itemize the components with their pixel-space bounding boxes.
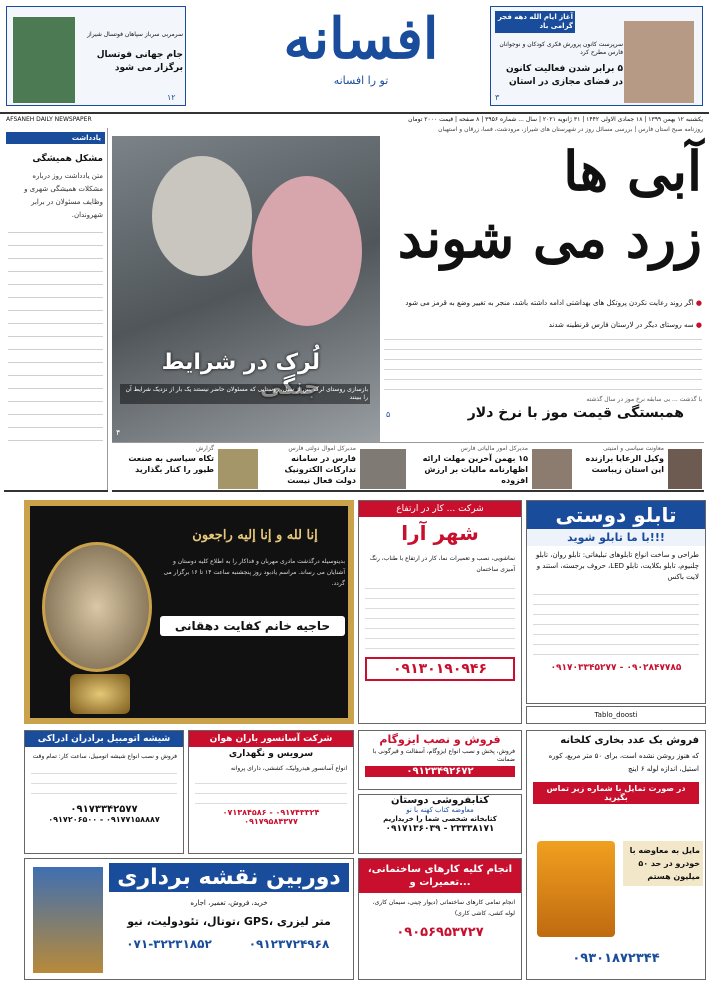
- bullet-mark: ●: [693, 299, 702, 307]
- photo-story-page: ۴: [116, 428, 121, 437]
- obituary-verse: إنا لله و إنا إلیه راجعون: [192, 528, 318, 543]
- obituary-ornament: [70, 674, 130, 714]
- height-work-ad: [358, 500, 522, 724]
- isogam-body: فروش، پخش و نصب انواع ایزوگام، آسفالت و قیرگونی با ضمانت: [372, 748, 515, 763]
- survey-sub: خرید، فروش، تعمیر، اجاره: [190, 899, 268, 907]
- brief-5-title: تکاه سیاسی به صنعت طیور را کنار بگذارید: [128, 454, 214, 474]
- boiler-image: [537, 841, 615, 937]
- official-photo: [624, 21, 694, 103]
- elevator-phone-1: ۰۷۱۳۸۴۵۸۶ - ۰۹۱۷۴۳۳۲۴: [222, 808, 320, 817]
- brief-1-page: ۵: [386, 410, 391, 419]
- sign-subtitle: با ما تابلو شوید!!!: [527, 529, 705, 546]
- survey-tripod-image: [33, 867, 103, 973]
- brief-2-lead: معاونت سیاسی و امنیتی: [602, 445, 664, 452]
- isogam-ad: [358, 730, 522, 790]
- column-badge: یادداشت: [6, 132, 105, 144]
- glass-phone-2: ۰۹۱۷۲۰۶۵۰۰ - ۰۹۱۷۷۱۵۸۸۸۷: [48, 815, 160, 824]
- headline-line-1: آبی ها: [563, 139, 702, 203]
- masthead-right-box: [490, 6, 703, 106]
- building-title: انجام کلیه کارهای ساختمانی، تعمیرات و...: [359, 859, 521, 893]
- survey-items: توتال، تئودولیت، نیو، GPS، متر لیزری: [127, 915, 331, 928]
- bullet-mark: ●: [693, 321, 702, 329]
- isogam-title: فروش و نصب ایزوگام: [379, 733, 501, 746]
- brief-3-title: ۱۵ بهمن آخرین مهلت ارائه اظهارنامه مالیات بر ارزش افزوده: [422, 454, 528, 485]
- logo-text: افسانه: [283, 6, 439, 72]
- left-lead: سرمربی سرباز سپاهان فوتسال شیراز: [87, 31, 183, 38]
- glass-body: فروش و نصب انواع شیشه اتومبیل، ساعت کار: تمام وقت: [32, 753, 177, 760]
- left-column-bottom: [4, 490, 108, 492]
- height-work-filler: [365, 583, 515, 653]
- boiler-tag: مایل به معاوضه با خودرو در حد ۵۰ میلیون هستم: [623, 841, 703, 886]
- books-title: کتابفروشی دوستان: [390, 795, 490, 806]
- obituary-name: حاجیه خانم کفایت دهقانی: [160, 616, 345, 636]
- glass-phone-1: ۰۹۱۷۳۳۴۲۵۷۷: [70, 804, 138, 815]
- glass-filler: [31, 768, 177, 802]
- books-note: کتابخانه شخصی شما را خریداریم: [383, 815, 497, 823]
- masthead-left-box: [6, 6, 186, 106]
- books-phone: ۰۹۱۷۱۳۶۰۳۹ - ۲۳۳۳۸۱۷۱: [385, 824, 495, 834]
- right-title: ۵ برابر شدن فعالیت کانون در فضای مجازی در استان: [505, 64, 623, 87]
- logo: [246, 4, 476, 104]
- isogam-phone: ۰۹۱۲۳۴۹۲۶۷۲: [365, 766, 515, 777]
- elevator-sub: سرویس و نگهداری: [228, 749, 314, 759]
- building-body: انجام تمامی کارهای ساختمانی (دیوار چینی، سیمان کاری، لوله کشی، کاشی کاری): [372, 899, 515, 917]
- elevator-body: انواع آسانسور هیدرولیک، کششی، دارای پروانه: [230, 765, 347, 772]
- headline-bullet-1: [384, 298, 702, 308]
- logo-tagline: تو را افسانه: [333, 74, 389, 87]
- sub-line: روزنامه صبح استان فارس | بررسی مسائل روز در شهرستان های شیراز، مرودشت، فسا، زرقان و استهبان: [438, 126, 703, 133]
- height-work-phone: ۰۹۱۳۰۱۹۰۹۴۶: [365, 657, 515, 681]
- obituary-portrait: [42, 542, 152, 672]
- photo-story-caption: بازسازی روستای لرک پس از سیل، روستایی که مسئولان حاضر نیستند یک بار از نزدیک شرایط آن را ببینند: [120, 384, 370, 404]
- boiler-body: که هنوز روشن نشده است، برای ۵۰ متر مربع، کوره استیل، اندازه لوله ۶ اینچ: [548, 752, 699, 773]
- bag-shape-2: [152, 156, 252, 276]
- glass-ad: [24, 730, 184, 854]
- headline-bullet-2-text: سه روستای دیگر در لارستان فارس قرنطینه شدند: [548, 321, 694, 329]
- books-ad: [358, 794, 522, 854]
- left-page-number: ۱۲: [167, 93, 176, 102]
- survey-title: دوربین نقشه برداری: [109, 863, 349, 892]
- right-lead: سرپرست کانون پرورش فکری کودکان و نوجوانان فارس مطرح کرد: [499, 41, 623, 56]
- headline-bullet-2: [384, 320, 702, 330]
- coach-photo: [13, 17, 75, 103]
- sign-phones: ۰۹۱۷۰۳۳۴۵۲۷۷ - ۰۹۰۲۸۴۷۷۸۵: [550, 663, 682, 673]
- survey-ad: [24, 858, 354, 980]
- glass-title: شیشه اتومبیل برادران ادراکی: [25, 731, 183, 747]
- brief-4-photo: [360, 449, 406, 489]
- boiler-note: در صورت تمایل با شماره زیر تماس بگیرید: [533, 782, 699, 804]
- column-body: متن یادداشت روز درباره مشکلات همیشگی شهری و وظایف مسئولان در برابر شهروندان.: [24, 172, 103, 219]
- brief-4-title: فارس در سامانه تدارکات الکترونیک دولت فعال نیست: [284, 454, 356, 485]
- photo-story-title: لُرک در شرایط جنگی: [161, 350, 320, 400]
- masthead: [0, 0, 709, 114]
- column: [4, 128, 108, 490]
- brief-4-lead: مدیرکل اموال دولتی فارس: [288, 445, 356, 452]
- brief-3-lead: مدیرکل امور مالیاتی فارس: [460, 445, 528, 452]
- elevator-phone-2: ۰۹۱۷۹۵۸۴۳۷۷: [244, 817, 298, 826]
- brief-2-photo: [668, 449, 702, 489]
- sign-title: تابلو دوستی: [527, 501, 705, 529]
- english-title: AFSANEH DAILY NEWSPAPER: [6, 116, 92, 123]
- elevator-title: شرکت آسانسور باران هوان: [189, 731, 353, 747]
- brief-5-lead: گزارش: [195, 445, 214, 452]
- sign-filler: [533, 589, 699, 659]
- survey-phone-2: ۰۹۱۲۳۷۲۴۹۶۸: [248, 937, 330, 951]
- brief-3-photo: [532, 449, 572, 489]
- bag-shape: [252, 176, 362, 326]
- brief-row: [112, 442, 704, 492]
- sign-body: طراحی و ساخت انواع تابلوهای تبلیغاتی: تابلو روان، تابلو چلنیوم، تابلو بکلایت، تابلو LED، حروف برجسته، استند و لایت باکس: [536, 551, 699, 581]
- books-sub: معاوضه کتاب کهنه با نو: [406, 806, 474, 814]
- height-work-header: شرکت ... کار در ارتفاع: [359, 501, 521, 517]
- headline-line-2: زرد می شوند: [397, 206, 702, 270]
- column-title: مشکل همیشگی: [32, 154, 103, 164]
- obituary-ad: [24, 500, 354, 724]
- boiler-title: فروش یک عدد بخاری کلخانه: [560, 735, 699, 746]
- headline-body: [384, 334, 702, 392]
- right-page-number: ۳: [495, 93, 500, 102]
- column-filler: [8, 226, 103, 446]
- boiler-ad: [526, 730, 706, 980]
- building-ad: [358, 858, 522, 980]
- survey-phone-1: ۰۷۱-۳۲۲۳۱۸۵۲: [126, 937, 212, 951]
- boiler-phone: ۰۹۳۰۱۸۷۲۳۴۴: [572, 951, 660, 966]
- elevator-ad: [188, 730, 354, 854]
- obituary-body: بدینوسیله درگذشت مادری مهربان و فداکار را به اطلاع کلیه دوستان و آشنایان می رساند. مراسم یادبود روز پنجشنبه ساعت ۱۴ تا ۱۶ برگزار می گردد.: [163, 558, 345, 587]
- height-work-body: نماشویی، نصب و تعمیرات نما، کار در ارتفاع با طناب، رنگ آمیزی ساختمان: [369, 555, 515, 573]
- date-line: یکشنبه ۱۲ بهمن ۱۳۹۹ | ۱۸ جمادی الاولی ۱۴۴۲ | ۳۱ ژانویه ۲۰۲۱ | سال ... شماره ۳۹۵۶ | ۸ صفحه | قیمت ۲۰۰۰ تومان: [408, 116, 703, 123]
- building-phone: ۰۹۰۵۶۹۵۳۷۲۷: [396, 925, 484, 940]
- elevator-filler: [195, 778, 347, 806]
- left-title: جام جهانی فوتسال برگزار می شود: [96, 50, 183, 73]
- brief-1-lead: با گذشت ... بی سابقه نرخ موز در سال گذشته: [586, 396, 702, 403]
- brief-1-title: همبستگی قیمت موز با نرخ دلار: [467, 405, 684, 421]
- brief-2-title: وکیل الرعایا برازنده این استان زیباست: [585, 454, 664, 474]
- sign-instagram: Tablo_doosti: [526, 706, 706, 724]
- sign-ad: [526, 500, 706, 704]
- right-badge: آغاز ایام الله دهه فجر گرامی باد: [495, 11, 575, 33]
- height-work-brand: شهر آرا: [401, 521, 479, 545]
- brief-5-photo: [218, 449, 258, 489]
- headline-bullet-1-text: اگر روند رعایت نکردن پروتکل های بهداشتی ادامه داشته باشد، منجر به تغییر وضع به قرمز می شود: [405, 299, 694, 307]
